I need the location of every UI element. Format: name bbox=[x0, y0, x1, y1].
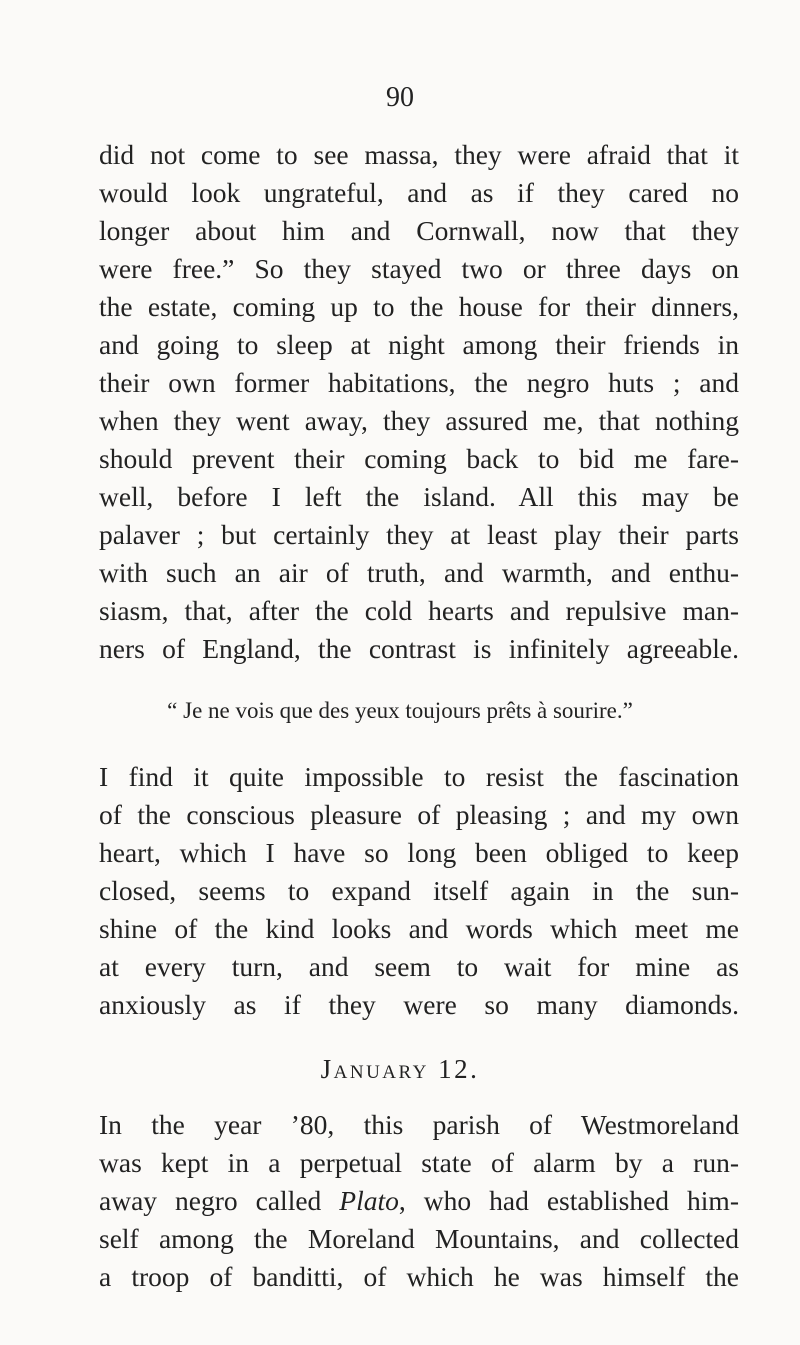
paragraph-line: anxiously as if they were so many diamonds. bbox=[99, 989, 739, 1020]
paragraph-line: with such an air of truth, and warmth, and enthu- bbox=[99, 557, 739, 588]
paragraph-line: at every turn, and seem to wait for mine as bbox=[99, 951, 739, 982]
paragraph-line: a troop of banditti, of which he was himself the bbox=[99, 1261, 739, 1292]
italic-name-plato: Plato bbox=[339, 1185, 399, 1216]
paragraph-line: when they went away, they assured me, that nothing bbox=[99, 405, 739, 436]
paragraph-line: their own former habitations, the negro huts ; and bbox=[99, 367, 739, 398]
paragraph-line: did not come to see massa, they were afraid that it bbox=[99, 139, 739, 170]
paragraph-line bbox=[99, 1182, 739, 1220]
paragraph-line: heart, which I have so long been obliged to keep bbox=[99, 837, 739, 868]
page-number: 90 bbox=[386, 82, 414, 113]
paragraph-line: closed, seems to expand itself again in the sun- bbox=[99, 875, 739, 906]
section-heading: January 12. bbox=[320, 1054, 480, 1084]
text-segment: away negro called bbox=[99, 1185, 340, 1216]
paragraph-line: palaver ; but certainly they at least play their parts bbox=[99, 519, 739, 550]
paragraph-line: longer about him and Cornwall, now that they bbox=[99, 215, 739, 246]
paragraph-line: well, before I left the island. All this may be bbox=[99, 481, 739, 512]
paragraph-line: self among the Moreland Mountains, and collected bbox=[99, 1223, 739, 1254]
paragraph-line: shine of the kind looks and words which meet me bbox=[99, 913, 739, 944]
paragraph-line: were free.” So they stayed two or three days on bbox=[99, 253, 739, 284]
paragraph-line: was kept in a perpetual state of alarm by a run- bbox=[99, 1147, 739, 1178]
paragraph-line: of the conscious pleasure of pleasing ; and my own bbox=[99, 799, 739, 830]
paragraph-line: I find it quite impossible to resist the fascination bbox=[99, 761, 739, 792]
paragraph-line: the estate, coming up to the house for their dinners, bbox=[99, 291, 739, 322]
text-segment: , who had established him- bbox=[398, 1185, 739, 1216]
paragraph-line: ners of England, the contrast is infinitely agreeable. bbox=[99, 633, 739, 664]
paragraph-line: and going to sleep at night among their friends in bbox=[99, 329, 739, 360]
paragraph-line: should prevent their coming back to bid me fare- bbox=[99, 443, 739, 474]
french-quote: “ Je ne vois que des yeux toujours prêts à sourire.” bbox=[167, 698, 633, 723]
paragraph-line: siasm, that, after the cold hearts and repulsive man- bbox=[99, 595, 739, 626]
paragraph-line: would look ungrateful, and as if they cared no bbox=[99, 177, 739, 208]
paragraph-line: In the year ’80, this parish of Westmoreland bbox=[99, 1109, 739, 1140]
